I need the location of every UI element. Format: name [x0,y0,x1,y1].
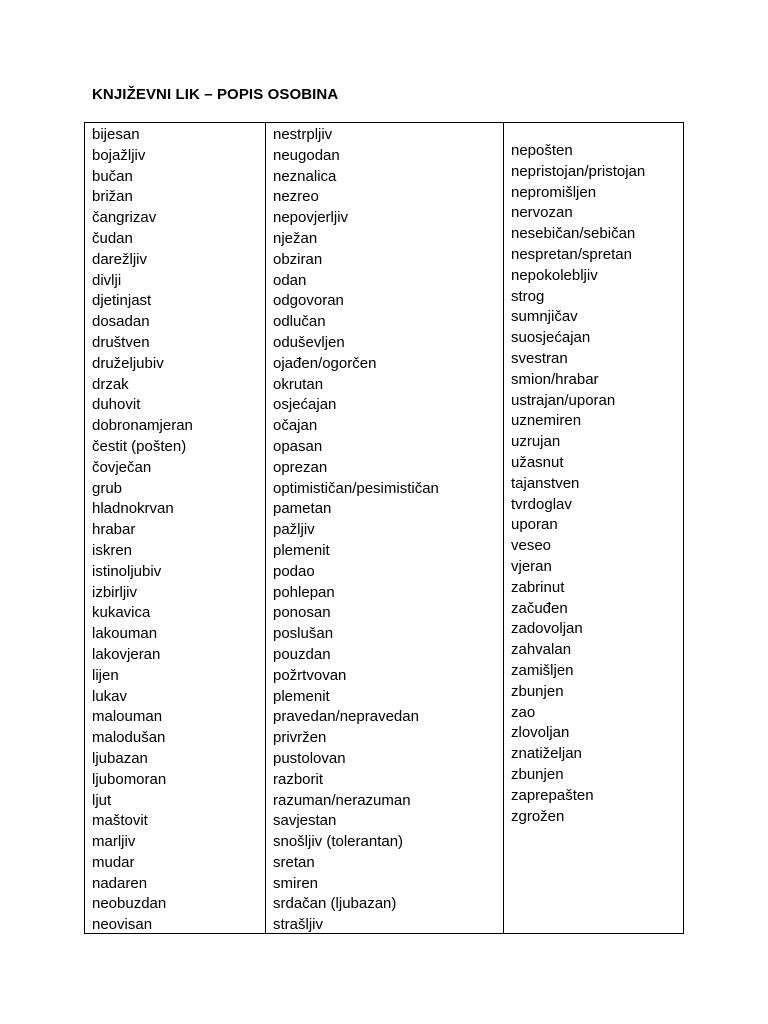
trait-item: podao [273,562,315,580]
trait-item: smion/hrabar [511,370,599,388]
trait-item: grub [92,479,123,497]
trait-item: maštovit [92,812,148,830]
trait-item: ljubazan [92,749,148,767]
trait-item: užasnut [511,453,564,471]
trait-item: sumnjičav [511,308,578,326]
traits-column-3 [504,123,683,933]
trait-item: zaprepašten [511,786,594,804]
trait-item: čovječan [92,458,152,476]
traits-column-2 [266,123,504,933]
trait-item: snošljiv (tolerantan) [273,833,404,851]
trait-item: lakouman [92,625,158,643]
trait-item: lukav [92,687,128,705]
trait-item: svestran [511,349,568,367]
trait-item: pravedan/nepravedan [273,708,419,726]
trait-item: sretan [273,853,315,871]
trait-item: neovisan [92,916,153,934]
trait-item: čangrizav [92,209,157,227]
trait-item: bučan [92,167,133,185]
trait-item: nezreo [273,188,319,206]
trait-item: ponosan [273,604,331,622]
trait-item: poslušan [273,625,334,643]
trait-item: istinoljubiv [92,562,162,580]
trait-item: duhovit [92,396,141,414]
trait-item: nespretan/spretan [511,245,632,263]
trait-item: zabrinut [511,578,565,596]
trait-item: razborit [273,770,324,788]
trait-item: nadaren [92,874,148,892]
trait-item: bijesan [92,126,140,143]
trait-item: lakovjeran [92,645,161,663]
page-title: KNJIŽEVNI LIK – POPIS OSOBINA [92,86,339,103]
trait-item: odlučan [273,313,326,331]
trait-item: ljut [92,791,112,809]
trait-item: neugodan [273,146,340,164]
trait-item: nepovjerljiv [273,209,349,227]
trait-item: veseo [511,537,552,555]
trait-item: pohlepan [273,583,335,601]
trait-item: okrutan [273,375,324,393]
trait-item: opasan [273,437,323,455]
trait-item: zamišljen [511,661,574,679]
trait-item: nestrpljiv [273,126,333,143]
traits-column-1 [85,123,266,933]
trait-item: uznemiren [511,412,582,430]
trait-item: hladnokrvan [92,500,174,518]
trait-item: požrtvovan [273,666,347,684]
trait-item: optimističan/pesimističan [273,479,439,497]
trait-item: zahvalan [511,641,572,659]
trait-item: tajanstven [511,474,580,492]
trait-item: ljubomoran [92,770,167,788]
trait-item: srdačan (ljubazan) [273,895,397,913]
trait-item: pustolovan [273,749,346,767]
traits-list-1 [92,125,261,936]
trait-item: bojažljiv [92,146,146,164]
trait-item: oduševljen [273,333,345,351]
trait-item: zlovoljan [511,724,570,742]
trait-item: pametan [273,500,332,518]
trait-item: čudan [92,229,133,247]
trait-item: strog [511,287,545,305]
trait-item: nepromišljen [511,183,597,201]
trait-item: uporan [511,516,558,534]
trait-item: tvrdoglav [511,495,572,513]
trait-item: očajan [273,417,318,435]
trait-item: obziran [273,250,323,268]
trait-item: lijen [92,666,119,684]
trait-item: malouman [92,708,163,726]
trait-item: privržen [273,729,327,747]
trait-item: kukavica [92,604,151,622]
trait-item: darežljiv [92,250,148,268]
trait-item: razuman/nerazuman [273,791,411,809]
trait-item: strašljiv [273,916,324,934]
trait-item: marljiv [92,833,136,851]
trait-item: mudar [92,853,135,871]
trait-item: ojađen/ogorčen [273,354,377,372]
trait-item: druželjubiv [92,354,164,372]
trait-item: neznalica [273,167,337,185]
trait-item: drzak [92,375,129,393]
trait-item: djetinjast [92,292,152,310]
trait-item: nepokolebljiv [511,266,598,284]
trait-item: vjeran [511,557,552,575]
trait-item: zgrožen [511,807,565,825]
trait-item: znatiželjan [511,745,582,763]
traits-list-2 [273,125,499,936]
trait-item: dosadan [92,313,150,331]
trait-item: savjestan [273,812,337,830]
trait-item: nervozan [511,204,573,222]
trait-item: smiren [273,874,319,892]
trait-item: iskren [92,541,133,559]
trait-item: odgovoran [273,292,344,310]
traits-table [84,122,684,934]
trait-item: oprezan [273,458,328,476]
trait-item: plemenit [273,687,330,705]
traits-list-3 [511,141,679,827]
trait-item: ustrajan/uporan [511,391,616,409]
trait-item: nepošten [511,142,573,159]
trait-item: brižan [92,188,133,206]
trait-item: neobuzdan [92,895,167,913]
trait-item: dobronamjeran [92,417,193,435]
trait-item: izbirljiv [92,583,137,601]
trait-item: divlji [92,271,122,289]
trait-item: suosjećajan [511,329,591,347]
trait-item: nesebičan/sebičan [511,225,636,243]
trait-item: društven [92,333,150,351]
trait-item: osjećajan [273,396,337,414]
trait-item: zbunjen [511,765,564,783]
trait-item: pažljiv [273,521,315,539]
trait-item: začuđen [511,599,568,617]
trait-item: plemenit [273,541,330,559]
trait-item: malodušan [92,729,166,747]
trait-item: hrabar [92,521,136,539]
trait-item: uzrujan [511,433,561,451]
trait-item: zbunjen [511,682,564,700]
trait-item: nježan [273,229,318,247]
trait-item: nepristojan/pristojan [511,162,646,180]
trait-item: pouzdan [273,645,331,663]
trait-item: odan [273,271,307,289]
trait-item: čestit (pošten) [92,437,187,455]
trait-item: zadovoljan [511,620,583,638]
trait-item: zao [511,703,536,721]
